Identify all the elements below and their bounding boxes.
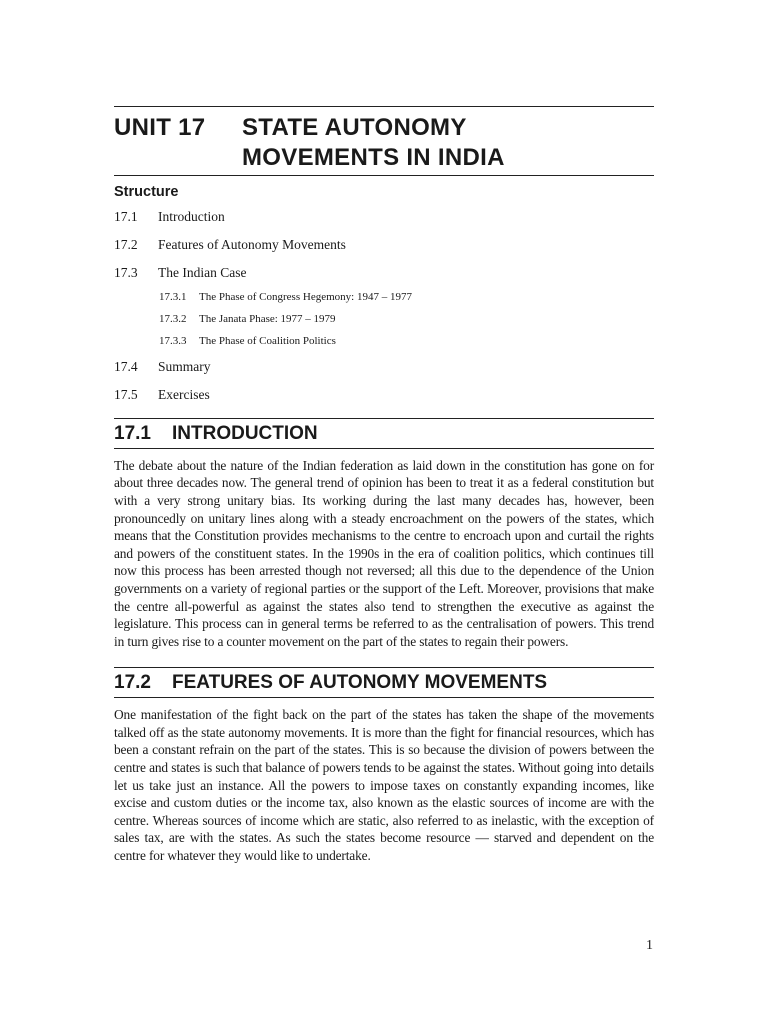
toc-item xyxy=(114,387,654,403)
section-number: 17.2 xyxy=(114,672,151,694)
section-paragraph: One manifestation of the fight back on the part of the states has taken the shape of the movements talked off as the state autonomy movements. It is more than the fight for financial resources, which has been a constant refrain on the part of the states. This is so because the division of powers between the centre and states is such that balance of powers tends to be against the states. Without going into details let us take just an instance. All the powers to impose taxes on constantly expanding incomes, like excise and custom duties or the income tax, also known as the elastic sources of income are with the centre. Whereas sources of income which are static, also referred to as inelastic, with the exception of sales tax, are with the states. As such the states become resource — starved and dependent on the centre for whatever they would like to undertake. xyxy=(114,707,654,864)
toc-subitem-number: 17.3.3 xyxy=(159,334,187,347)
toc-item-number: 17.1 xyxy=(114,209,138,224)
section-title: FEATURES OF AUTONOMY MOVEMENTS xyxy=(172,672,548,694)
unit-title xyxy=(242,113,654,173)
section-bottom-rule xyxy=(114,448,654,449)
section-introduction xyxy=(114,418,654,651)
structure-label: Structure xyxy=(114,184,179,200)
unit-title-line2: MOVEMENTS IN INDIA xyxy=(242,144,505,171)
section-heading xyxy=(114,668,654,697)
toc-item-title: Introduction xyxy=(158,209,225,224)
toc-subitem xyxy=(159,312,654,326)
section-title: INTRODUCTION xyxy=(172,422,318,444)
toc-item-number: 17.3 xyxy=(114,264,138,280)
toc-item-title: Summary xyxy=(158,358,211,374)
toc-item-number: 17.5 xyxy=(114,386,138,402)
toc-list xyxy=(114,209,654,403)
unit-heading xyxy=(114,107,654,175)
section-heading xyxy=(114,419,654,448)
section-features xyxy=(114,667,654,864)
section-number: 17.1 xyxy=(114,422,151,444)
toc-subitem xyxy=(159,290,654,304)
page-content xyxy=(114,106,654,865)
section-bottom-rule xyxy=(114,697,654,698)
toc-item xyxy=(114,359,654,375)
toc-item xyxy=(114,209,654,225)
toc-item-number: 17.2 xyxy=(114,236,138,252)
toc-item-title: The Indian Case xyxy=(158,264,247,280)
heading-bottom-rule xyxy=(114,175,654,176)
toc-item xyxy=(114,265,654,281)
unit-number: UNIT 17 xyxy=(114,114,206,141)
toc-item xyxy=(114,237,654,253)
toc-item-number: 17.4 xyxy=(114,358,138,374)
toc-subitem-title: The Janata Phase: 1977 – 1979 xyxy=(199,312,336,325)
page-number: 1 xyxy=(646,938,653,953)
toc-subitem-number: 17.3.2 xyxy=(159,312,187,325)
toc-item-title: Features of Autonomy Movements xyxy=(158,236,346,252)
toc-item-title: Exercises xyxy=(158,386,210,402)
section-paragraph: The debate about the nature of the Indian federation as laid down in the constitution has gone on for about three decades now. The general trend of opinion has been to treat it as a federal constitution but with a very strong unitary bias. Its working during the last many decades has, however, been pronouncedly on unitary lines along with a steady encroachment on the powers of the states, which means that the Constitution provides mechanisms to the centre to encroach upon and curtail the rights and powers of the constituent states. In the 1990s in the era of coalition politics, which continues till now this process has been arrested though not reversed; all this due to the dependence of the Union governments on a variety of regional parties or the support of the Left. Moreover, provisions that make the centre all-powerful as against the states also tend to strengthen the executive as against the legislature. This process can in general terms be referred to as the centralisation of powers. This trend in turn gives rise to a counter movement on the part of the states to regain their powers. xyxy=(114,457,654,649)
toc-subitem-title: The Phase of Coalition Politics xyxy=(199,334,336,347)
toc-subitem-number: 17.3.1 xyxy=(159,290,187,303)
toc-subitem xyxy=(159,334,654,348)
unit-title-line1: STATE AUTONOMY xyxy=(242,114,467,141)
toc-subitem-title: The Phase of Congress Hegemony: 1947 – 1977 xyxy=(199,290,412,303)
